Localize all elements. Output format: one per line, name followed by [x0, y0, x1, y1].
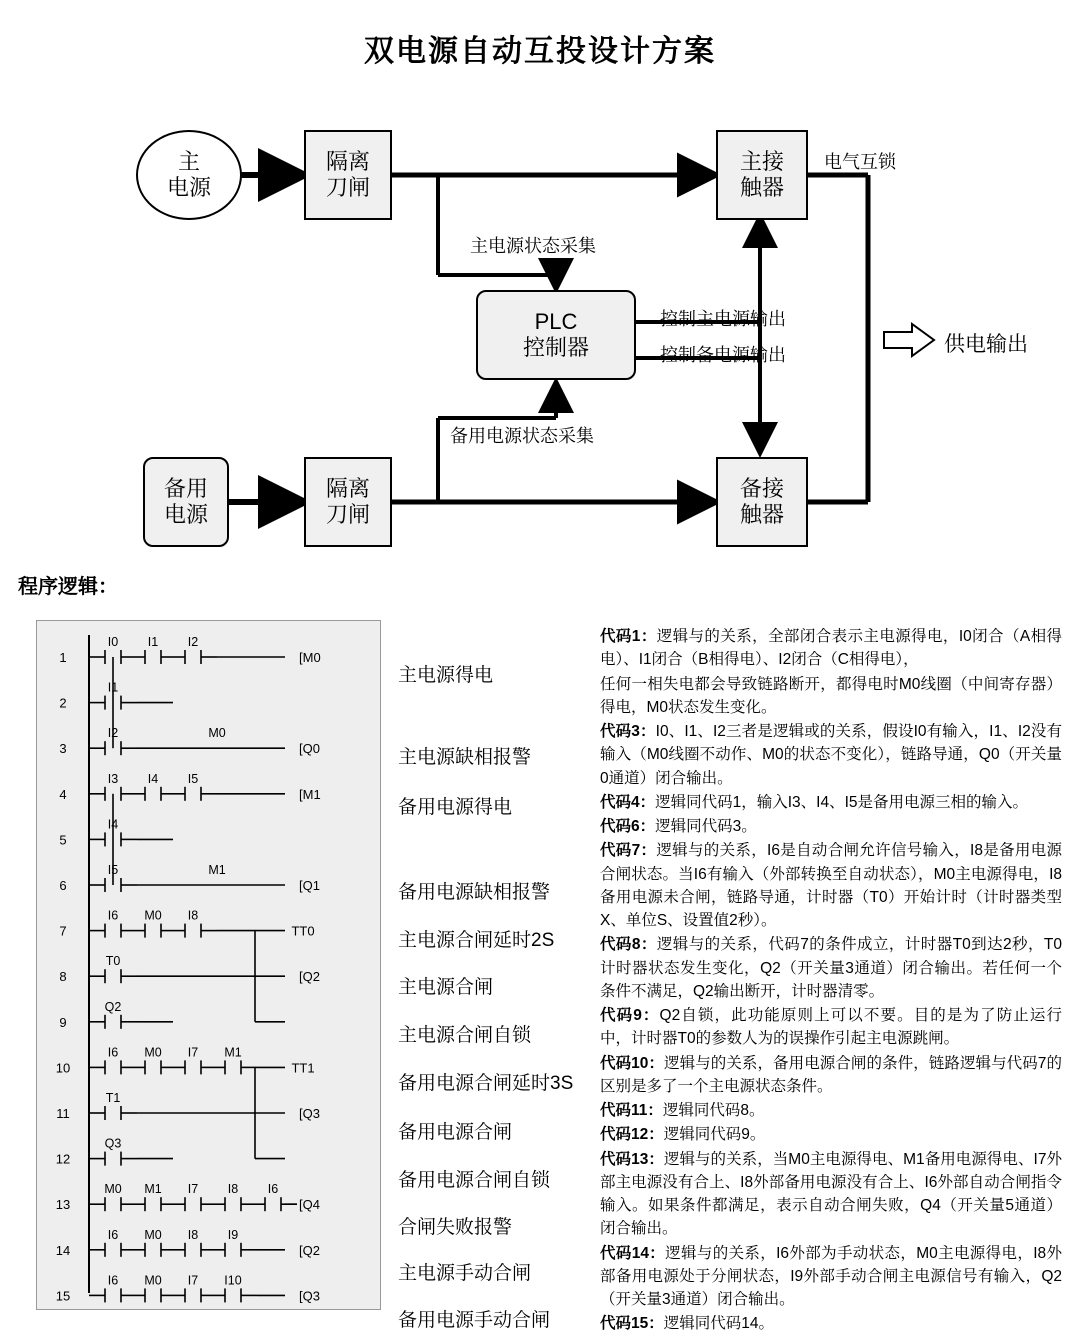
rung-desc-8: 主电源合闸: [398, 977, 494, 998]
ladder-text: M0: [208, 726, 226, 741]
ladder-text: I1: [107, 680, 119, 695]
node-plc-line1: PLC: [534, 308, 578, 334]
note-text: I0、I1、I2三者是逻辑或的关系，假设I0有输入，I1、I2没有输入（M0线圈不动作、M0的状态不变化），链路导通，Q0（开关量0通道）闭合输出。: [600, 723, 1063, 787]
note-paragraph: [600, 791, 1062, 814]
rung-desc-14: 主电源手动合闸: [398, 1263, 532, 1284]
rung-desc-10: 备用电源合闸延时3S: [398, 1073, 574, 1094]
node-main-isolator-line1: 隔离: [325, 148, 370, 174]
node-backup-contactor: [716, 457, 808, 547]
note-code-label: 代码7：: [600, 842, 657, 860]
ladder-text: 1: [59, 650, 67, 665]
note-code-label: 代码15：: [600, 1315, 664, 1333]
ladder-text: I9: [227, 1227, 239, 1242]
note-code-label: 代码6：: [600, 818, 656, 835]
ladder-text: T0: [105, 954, 121, 969]
note-text: 逻辑同代码3。: [655, 818, 757, 835]
ladder-diagram: [37, 621, 380, 1309]
ladder-text: I5: [187, 771, 199, 786]
node-backup-power-line1: 备用: [163, 475, 208, 501]
node-plc-line2: 控制器: [522, 335, 589, 360]
node-main-isolator-line2: 刀闸: [325, 175, 370, 200]
ladder-text: 10: [55, 1060, 71, 1076]
rung-desc-7: 主电源合闸延时2S: [398, 930, 555, 951]
note-text: Q2自锁，此功能原则上可以不要。目的是为了防止运行中，计时器T0的参数人为的误操作引起主电源跳闸。: [600, 1007, 1062, 1048]
node-main-contactor: [716, 130, 808, 220]
ladder-text: I8: [227, 1182, 239, 1197]
program-logic-label: 程序逻辑：: [18, 576, 118, 598]
note-code-label: 代码4：: [600, 793, 656, 811]
ladder-text: I7: [187, 1182, 199, 1197]
ladder-text: 13: [55, 1197, 71, 1213]
node-backup-isolator-line2: 刀闸: [325, 502, 370, 527]
note-text: 逻辑与的关系，I6是自动合闸允许信号输入，I8是备用电源合闸状态。当I6有输入（外部转换至自动状态），M0主电源得电，I8备用电源未合闸，链路导通，计时器（T0）开始计时（计时器类型X、单位S、设置值2秒）。: [600, 842, 1063, 929]
ladder-text: M0: [144, 908, 162, 923]
ladder-text: 8: [59, 969, 67, 985]
ladder-text: 14: [55, 1242, 71, 1258]
node-main-power-line1: 主: [177, 148, 200, 174]
note-text: 任何一相失电都会导致链路断开，都得电时M0线圈（中间寄存器）得电，M0状态发生变化。: [600, 675, 1062, 716]
note-text: 逻辑同代码14。: [663, 1315, 774, 1333]
note-paragraph: [600, 1312, 1062, 1335]
ladder-text: 15: [55, 1288, 71, 1304]
ladder-text: 11: [56, 1106, 70, 1121]
label-ctrl-backup-output: 控制备电源输出: [660, 345, 786, 365]
note-text: 逻辑同代码9。: [663, 1126, 766, 1144]
rung-desc-15: 备用电源手动合闸: [398, 1310, 551, 1331]
note-paragraph: [600, 720, 1062, 790]
ladder-text: 5: [59, 832, 67, 848]
code-notes: [600, 625, 1062, 1337]
ladder-text: I10: [224, 1273, 242, 1288]
label-backup-status: 备用电源状态采集: [450, 426, 594, 446]
ladder-text: M0: [144, 1273, 162, 1288]
ladder-text: I2: [107, 726, 119, 741]
ladder-text: [Q0: [299, 741, 320, 757]
ladder-text: I6: [107, 908, 119, 923]
ladder-text: 9: [59, 1014, 67, 1030]
ladder-text: I2: [187, 635, 199, 649]
rung-desc-12: 备用电源合闸自锁: [398, 1170, 551, 1191]
note-code-label: 代码12：: [600, 1126, 664, 1144]
ladder-text: [Q2: [299, 1242, 320, 1258]
ladder-text: I4: [147, 771, 159, 786]
ladder-text: M1: [224, 1045, 242, 1060]
ladder-text: M0: [144, 1045, 162, 1060]
ladder-text: [Q2: [299, 969, 320, 985]
note-paragraph: [600, 839, 1062, 932]
rung-desc-3: 主电源缺相报警: [398, 747, 532, 768]
node-main-contactor-line2: 触器: [739, 175, 784, 200]
ladder-text: I6: [107, 1227, 119, 1242]
ladder-text: M0: [144, 1227, 162, 1242]
note-text: 逻辑与的关系，当M0主电源得电、M1备用电源得电、I7外部主电源没有合上、I8外部备用电源没有合上、I6外部自动合闸指令输入。如果条件都满足，表示自动合闸失败，Q4（开关量5通道）闭合输出。: [600, 1150, 1062, 1238]
ladder-text: I3: [107, 771, 119, 786]
ladder-text: 12: [55, 1151, 71, 1167]
node-backup-power-line2: 电源: [163, 502, 208, 527]
label-main-status: 主电源状态采集: [470, 236, 596, 256]
ladder-text: I5: [107, 863, 119, 877]
note-code-label: 代码8：: [600, 936, 657, 954]
note-text: 逻辑与的关系，全部闭合表示主电源得电，I0闭合（A相得电）、I1闭合（B相得电）、I2闭合（C相得电），: [600, 628, 1062, 669]
note-text: 逻辑与的关系，I6外部为手动状态，M0主电源得电，I8外部备用电源处于分闸状态，I9外部手动合闸主电源信号有输入，Q2（开关量3通道）闭合输出。: [600, 1244, 1062, 1308]
ladder-text: [M0: [299, 650, 321, 665]
note-paragraph: [600, 1052, 1062, 1099]
node-main-power: [136, 130, 242, 220]
node-main-power-line2: 电源: [166, 175, 211, 200]
ladder-text: TT1: [291, 1060, 315, 1076]
rung-desc-4: 备用电源得电: [398, 797, 513, 818]
rung-desc-11: 备用电源合闸: [398, 1122, 513, 1143]
ladder-text: 7: [59, 923, 67, 939]
note-code-label: 代码14：: [600, 1244, 666, 1262]
note-paragraph: [600, 815, 1062, 838]
ladder-text: I8: [187, 908, 199, 923]
ladder-text: M1: [208, 863, 226, 877]
node-backup-contactor-line2: 触器: [739, 502, 784, 527]
ladder-text: I4: [107, 817, 119, 832]
note-text: 逻辑与的关系，代码7的条件成立，计时器T0到达2秒，T0计时器状态发生变化，Q2（开关量3通道）闭合输出。若任何一个条件不满足，Q2输出断开，计时器清零。: [600, 936, 1062, 1000]
node-backup-contactor-line1: 备接: [739, 475, 784, 501]
note-code-label: 代码10：: [600, 1054, 665, 1072]
node-backup-power: [143, 457, 229, 547]
note-code-label: 代码1：: [600, 628, 657, 645]
ladder-text: [M1: [299, 786, 321, 802]
ladder-diagram-panel: [36, 620, 381, 1310]
ladder-text: Q2: [104, 999, 122, 1014]
node-main-contactor-line1: 主接: [739, 148, 784, 174]
note-text: 逻辑同代码8。: [662, 1102, 765, 1119]
note-text: 逻辑与的关系，备用电源合闸的条件，链路逻辑与代码7的区别是多了一个主电源状态条件。: [600, 1054, 1063, 1095]
rung-desc-13: 合闸失败报警: [398, 1217, 513, 1238]
note-paragraph: [600, 1242, 1062, 1312]
ladder-text: I6: [107, 1045, 119, 1060]
note-paragraph: [600, 1099, 1062, 1122]
ladder-text: I7: [187, 1273, 199, 1288]
note-code-label: 代码9：: [600, 1007, 660, 1024]
ladder-text: 6: [59, 878, 67, 893]
node-main-isolator: [304, 130, 392, 220]
note-text: 逻辑同代码1，输入I3、I4、I5是备用电源三相的输入。: [655, 793, 1029, 811]
note-paragraph: [600, 625, 1062, 672]
ladder-text: T1: [105, 1091, 121, 1105]
ladder-text: 3: [59, 741, 67, 757]
note-code-label: 代码3：: [600, 723, 656, 740]
ladder-text: [Q4: [299, 1197, 320, 1213]
node-backup-isolator: [304, 457, 392, 547]
ladder-text: I6: [107, 1273, 119, 1288]
note-paragraph: [600, 1123, 1062, 1146]
ladder-text: 4: [59, 786, 67, 802]
node-backup-isolator-line1: 隔离: [325, 475, 370, 501]
note-paragraph: [600, 1004, 1062, 1051]
ladder-text: I0: [107, 635, 119, 649]
ladder-text: M1: [144, 1182, 162, 1197]
ladder-text: I6: [267, 1182, 279, 1197]
note-paragraph: [600, 933, 1062, 1003]
rung-desc-6: 备用电源缺相报警: [398, 882, 551, 903]
ladder-text: 2: [59, 695, 67, 711]
label-ctrl-main-output: 控制主电源输出: [660, 309, 786, 329]
ladder-text: TT0: [291, 923, 315, 939]
ladder-text: Q3: [104, 1136, 122, 1151]
note-code-label: 代码13：: [600, 1150, 664, 1168]
block-diagram: [0, 100, 1080, 570]
ladder-text: [Q1: [299, 878, 320, 893]
ladder-text: I7: [187, 1045, 199, 1060]
rung-desc-1: 主电源得电: [398, 665, 494, 686]
node-plc-controller: [476, 290, 636, 380]
ladder-text: I1: [147, 635, 159, 649]
rung-desc-9: 主电源合闸自锁: [398, 1025, 532, 1046]
ladder-text: I8: [187, 1227, 199, 1242]
ladder-text: [Q3: [299, 1106, 320, 1121]
ladder-text: [Q3: [299, 1288, 320, 1304]
note-code-label: 代码11：: [600, 1102, 663, 1119]
note-paragraph: [600, 673, 1062, 720]
label-power-output: 供电输出: [944, 333, 1028, 356]
note-paragraph: [600, 1148, 1062, 1241]
ladder-text: M0: [104, 1182, 122, 1197]
page-title: 双电源自动互投设计方案: [364, 35, 716, 68]
label-electrical-interlock: 电气互锁: [824, 152, 896, 172]
